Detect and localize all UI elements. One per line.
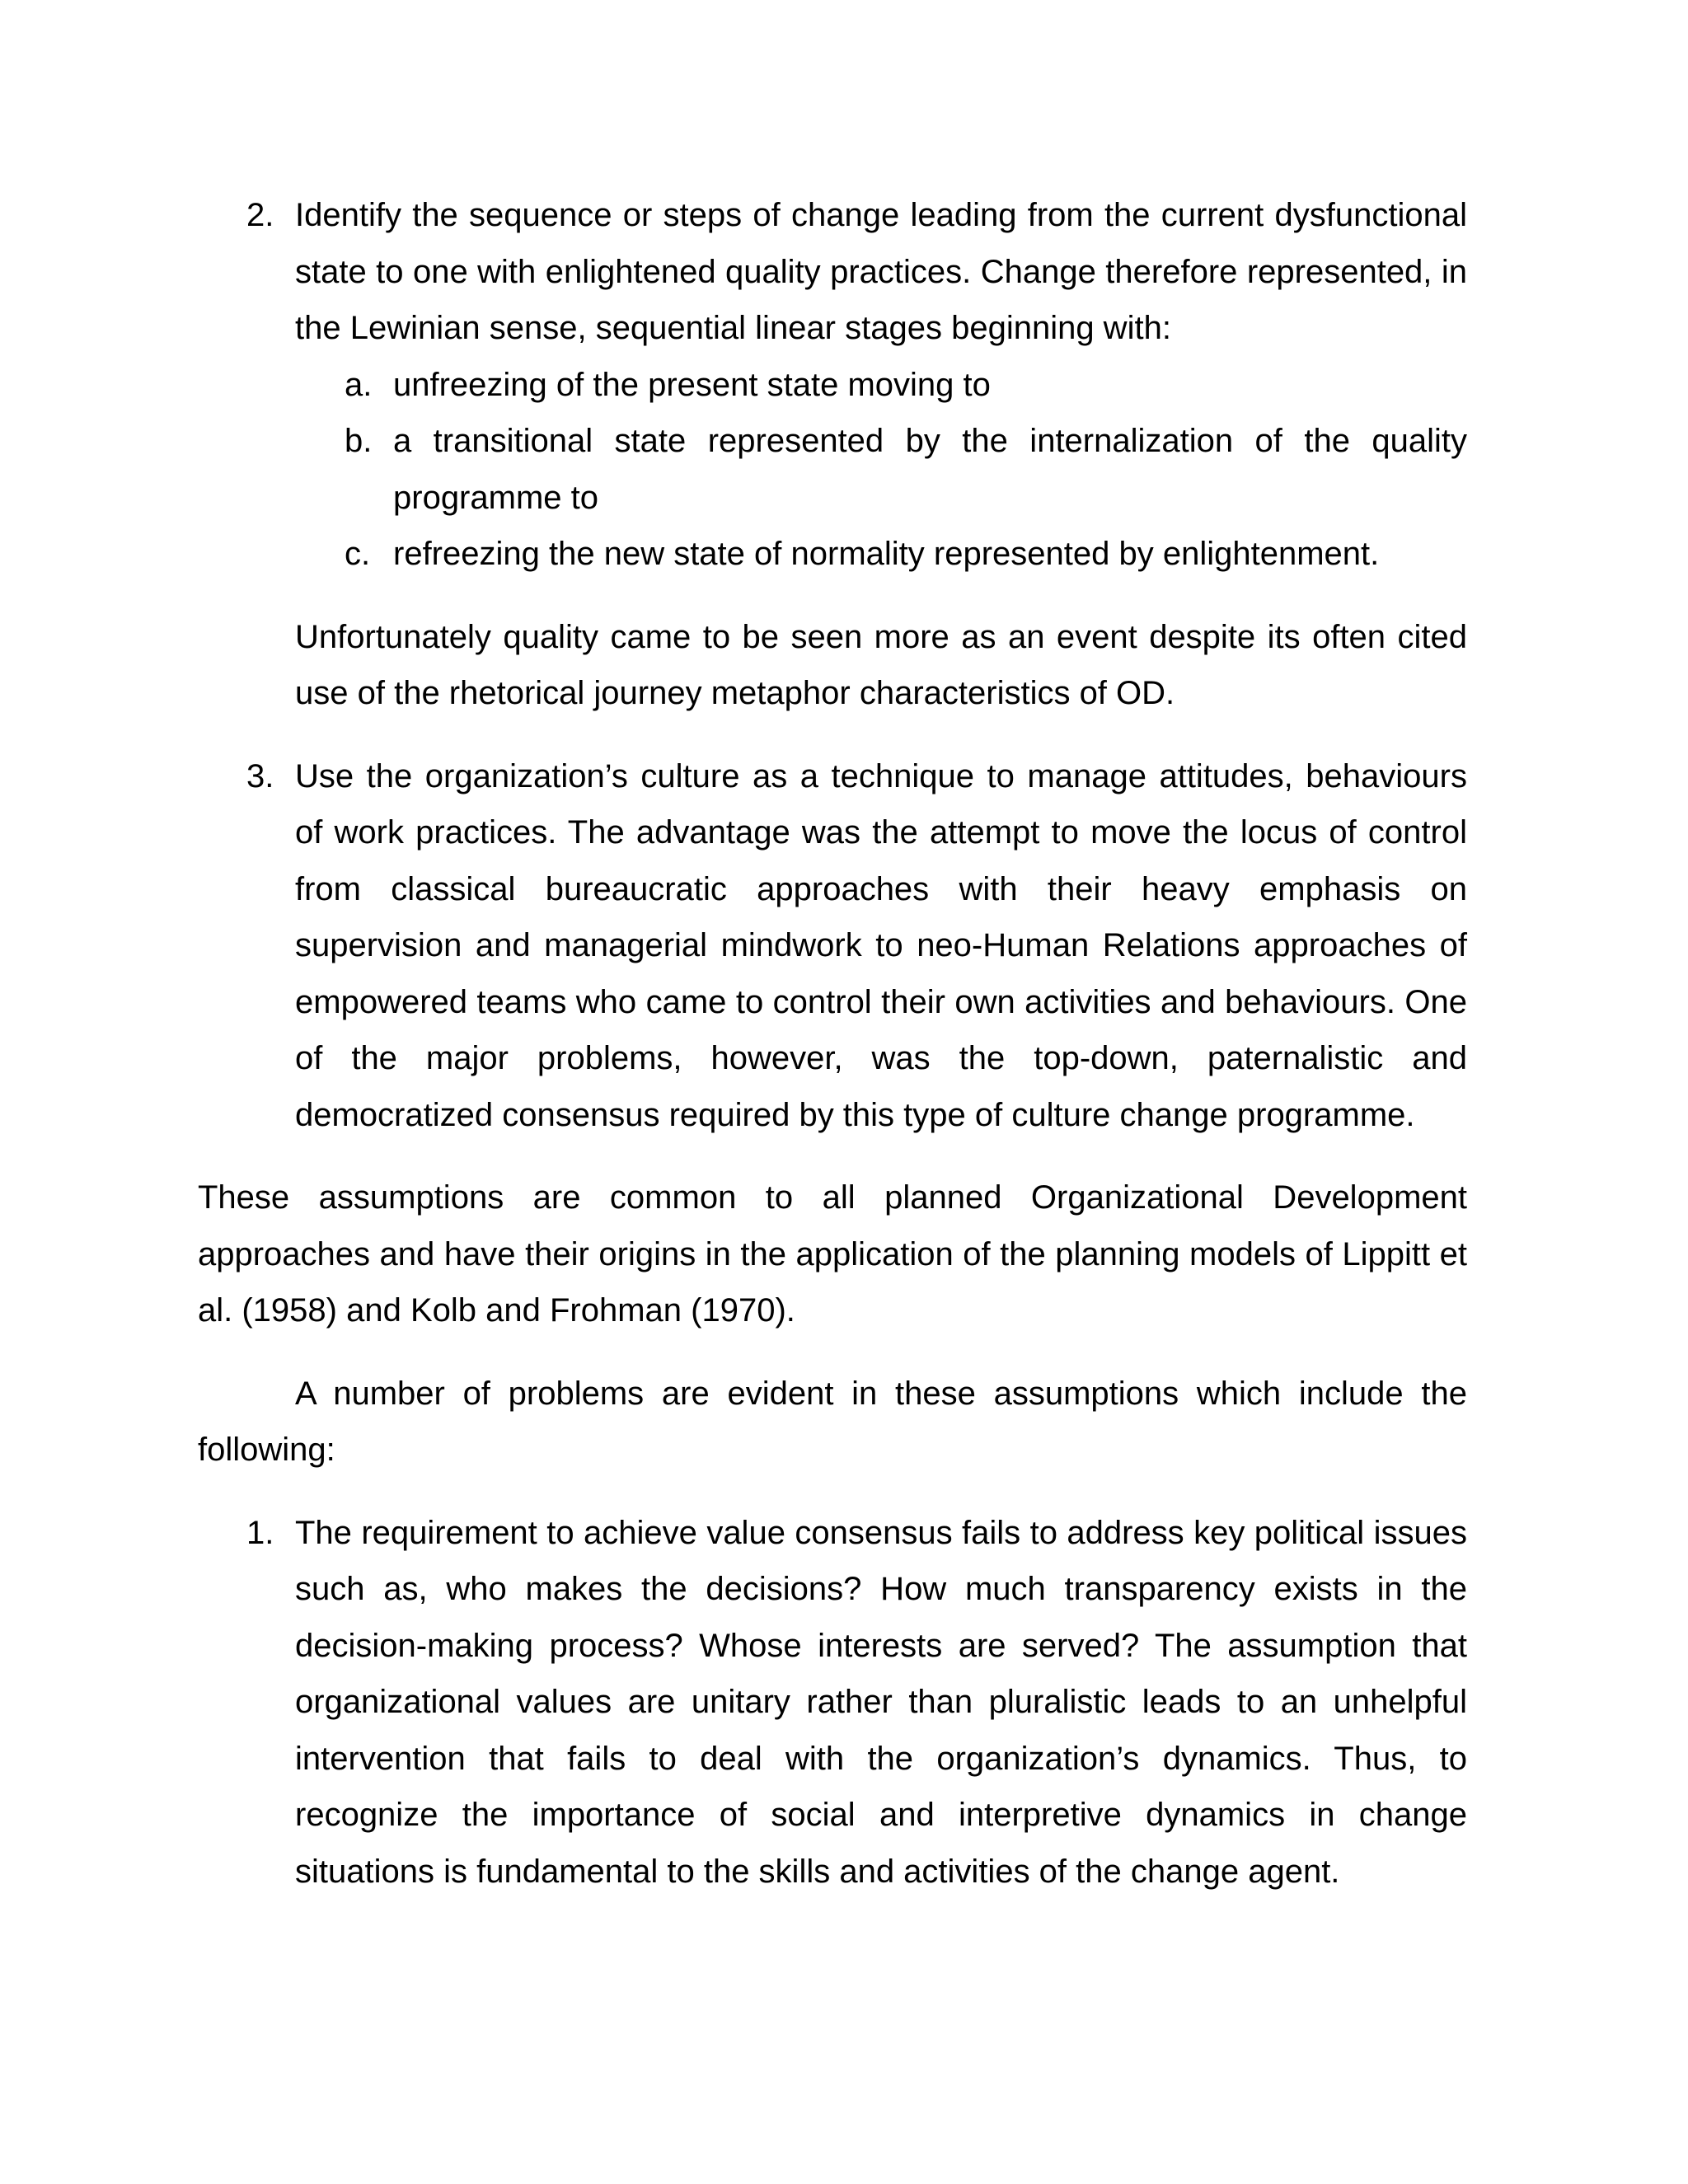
list-item-2	[246, 187, 1467, 357]
sublist-letter: c.	[345, 536, 371, 572]
list-item-text: The requirement to achieve value consensus fails to address key political issues such as, who makes the decisions? How much transparency exists in the decision-making process? Whose interests are served? The assumption that organizational values are unitary rather than pluralistic leads to an unhelpful intervention that fails to deal with the organization’s dynamics. Thus, to recognize the importance of social and interpretive dynamics in change situations is fundamental to the skills and activities of the change agent.	[295, 1514, 1467, 1890]
body-paragraph-problems-intro: A number of problems are evident in these assumptions which include the following:	[198, 1375, 1467, 1468]
sublist-item-text: unfreezing of the present state moving to	[393, 366, 991, 403]
list-item-text: Use the organization’s culture as a technique to manage attitudes, behaviours of work practices. The advantage was the attempt to move the locus of control from classical bureaucratic approaches with their heavy emphasis on supervision and managerial mindwork to neo-Human Relations approaches of empowered teams who came to control their own activities and behaviours. One of the major problems, however, was the top-down, paternalistic and democratized consensus required by this type of culture change programme.	[295, 757, 1467, 1133]
sublist-letter: b.	[345, 423, 373, 459]
page-content	[198, 187, 1467, 1900]
sublist-item-c	[345, 526, 1467, 583]
followup-paragraph: Unfortunately quality came to be seen more as an event despite its often cited use of the rhetorical journey metaphor characteristics of OD.	[295, 618, 1467, 711]
list-item-2-followup	[295, 609, 1467, 722]
sublist-item-text: refreezing the new state of normality represented by enlightenment.	[393, 536, 1380, 572]
sublist-item-a	[345, 357, 1467, 414]
list-number: 1.	[246, 1514, 274, 1551]
sublist-item-text: a transitional state represented by the internalization of the quality programme to	[393, 423, 1467, 516]
list-number: 2.	[246, 197, 274, 233]
list-item-3	[246, 748, 1467, 1144]
problem-list-item-1	[246, 1505, 1467, 1900]
sublist-item-b	[345, 413, 1467, 526]
sublist	[295, 357, 1467, 583]
body-paragraph-assumptions: These assumptions are common to all planned Organizational Development approaches and have their origins in the application of the planning models of Lippitt et al. (1958) and Kolb and Frohman (1970).	[198, 1179, 1467, 1329]
list-number: 3.	[246, 757, 274, 794]
sublist-letter: a.	[345, 366, 373, 403]
list-item-text: Identify the sequence or steps of change leading from the current dysfunctional state to one with enlightened quality practices. Change therefore represented, in the Lewinian sense, sequential linear stages beginning with:	[295, 197, 1467, 346]
